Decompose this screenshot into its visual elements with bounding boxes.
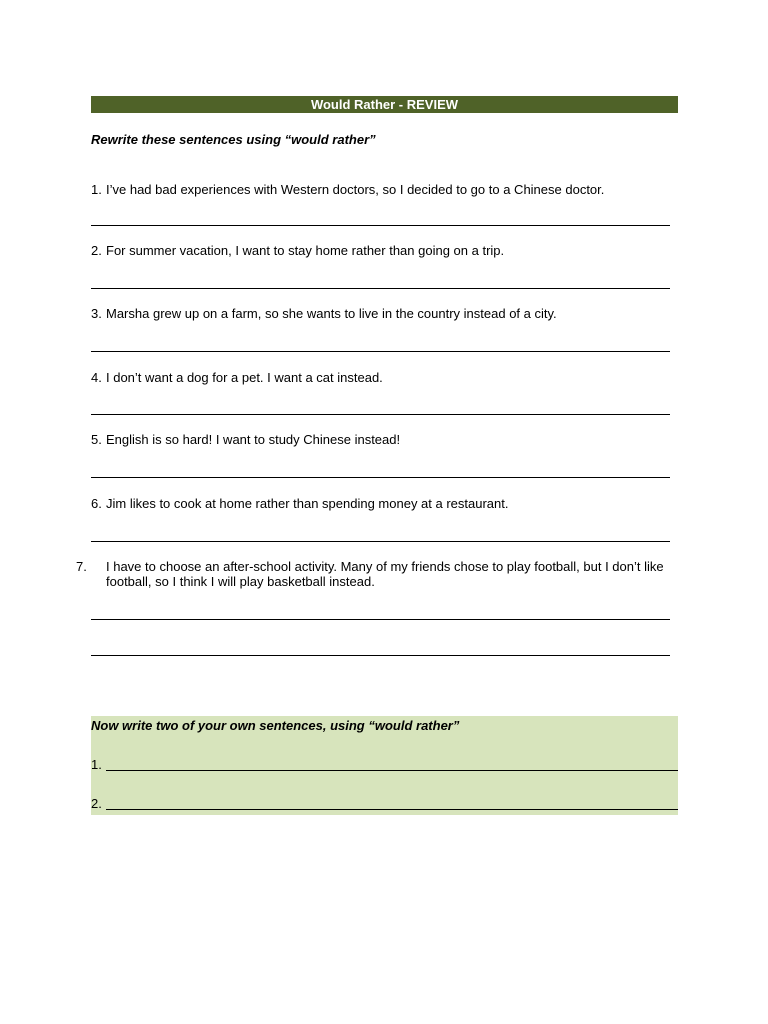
question-number: 6. — [91, 496, 102, 511]
own-sentence-line-1[interactable] — [106, 770, 678, 771]
answer-line-7a[interactable] — [91, 619, 670, 620]
question-number: 3. — [91, 306, 102, 321]
answer-line-7b[interactable] — [91, 655, 670, 656]
question-3 — [91, 306, 671, 321]
answer-line-3[interactable] — [91, 351, 670, 352]
question-4 — [91, 370, 671, 385]
question-text: I have to choose an after-school activity. Many of my friends chose to play football, but I don’t like football, so I think I will play basketball instead. — [106, 559, 664, 589]
answer-line-4[interactable] — [91, 414, 670, 415]
question-2 — [91, 243, 671, 258]
answer-line-5[interactable] — [91, 477, 670, 478]
own-sentence-line-2[interactable] — [106, 809, 678, 810]
question-number: 4. — [91, 370, 102, 385]
worksheet-title: Would Rather - REVIEW — [91, 96, 678, 113]
question-1 — [91, 182, 671, 197]
question-number: 5. — [91, 432, 102, 447]
answer-line-6[interactable] — [91, 541, 670, 542]
question-text: Marsha grew up on a farm, so she wants to live in the country instead of a city. — [106, 306, 557, 321]
question-text: For summer vacation, I want to stay home rather than going on a trip. — [106, 243, 505, 258]
own-sentence-number-1: 1. — [91, 757, 102, 772]
question-text: I’ve had bad experiences with Western doctors, so I decided to go to a Chinese doctor. — [106, 182, 605, 197]
answer-line-2[interactable] — [91, 288, 670, 289]
answer-line-1[interactable] — [91, 225, 670, 226]
question-number: 2. — [91, 243, 102, 258]
own-sentences-instruction: Now write two of your own sentences, using “would rather” — [91, 718, 460, 733]
own-sentences-section — [91, 716, 678, 815]
question-number: 1. — [91, 182, 102, 197]
question-text: Jim likes to cook at home rather than spending money at a restaurant. — [106, 496, 509, 511]
rewrite-instruction: Rewrite these sentences using “would rather” — [91, 132, 376, 147]
question-7 — [76, 559, 676, 589]
own-sentence-number-2: 2. — [91, 796, 102, 811]
question-number: 7. — [76, 559, 87, 574]
question-text: I don’t want a dog for a pet. I want a cat instead. — [106, 370, 383, 385]
question-6 — [91, 496, 671, 511]
question-text: English is so hard! I want to study Chinese instead! — [106, 432, 401, 447]
question-5 — [91, 432, 671, 447]
